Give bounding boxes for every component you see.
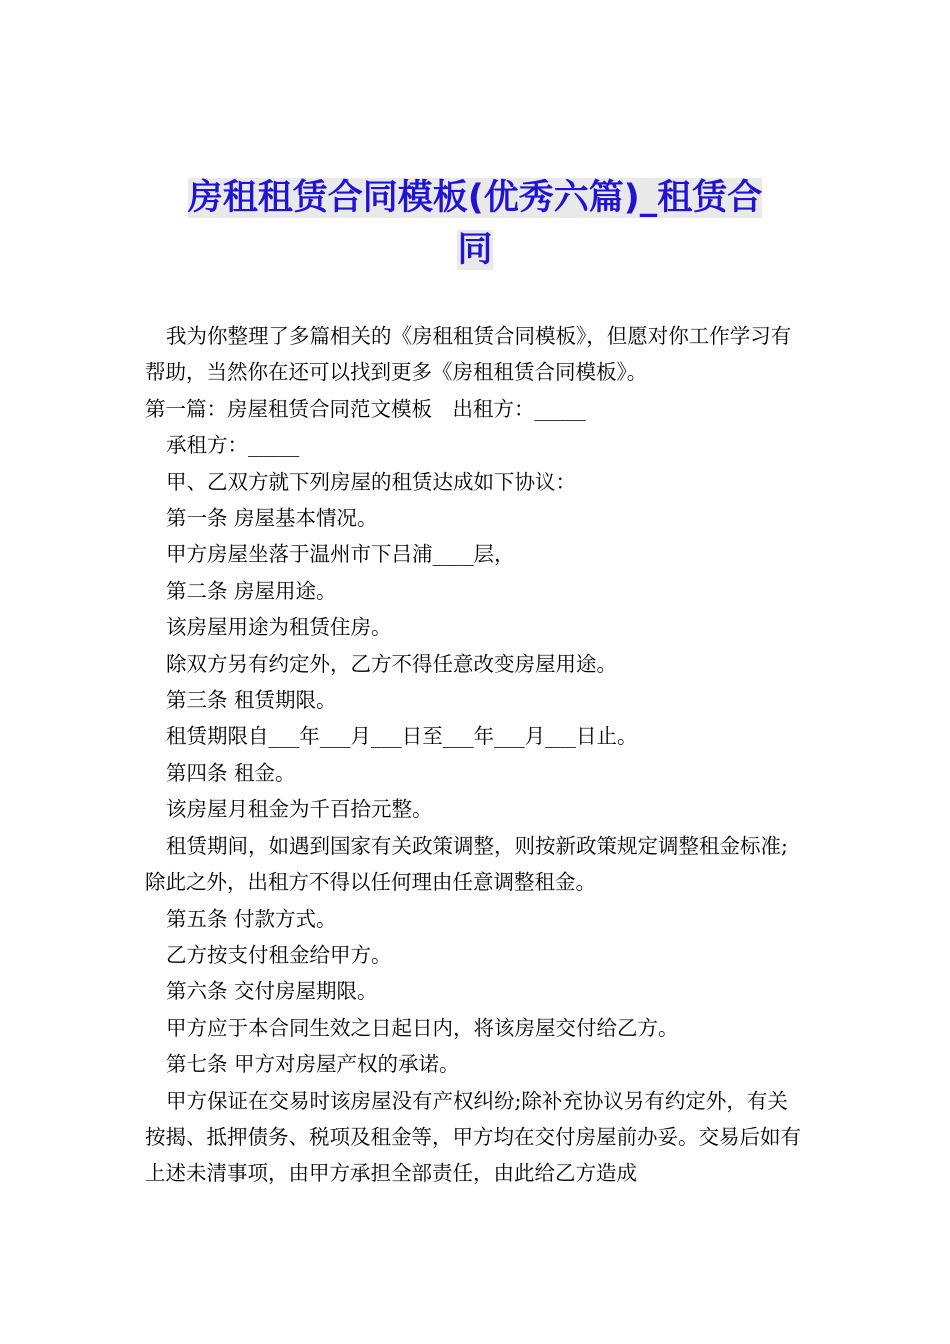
document-body [145,318,807,1192]
article-1-heading: 第一条 房屋基本情况。 [166,506,378,531]
article-4-heading: 第四条 租金。 [166,760,296,785]
document-title [145,172,805,276]
agreement-intro: 甲、乙双方就下列房屋的租赁达成如下协议： [166,469,576,494]
article-1-text: 甲方房屋坐落于温州市下吕浦____层， [166,542,515,567]
article-7-text: 甲方保证在交易时该房屋没有产权纠纷;除补充协议另有约定外，有关按揭、抵押债务、税项及租金等，甲方均在交付房屋前办妥。交易后如有上述未清事项，由甲方承担全部责任，由此给乙方造成 [145,1088,801,1186]
article-3-heading: 第三条 租赁期限。 [166,688,337,713]
article-6-text: 甲方应于本合同生效之日起日内，将该房屋交付给乙方。 [166,1015,679,1040]
article-2-text: 该房屋用途为租赁住房。 [166,615,392,640]
title-line-1: 房租租赁合同模板(优秀六篇)_租赁合 [187,178,763,218]
article-4-text: 该房屋月租金为千百拾元整。 [166,797,433,822]
article-3-text: 租赁期限自___年___月___日至___年___月___日止。 [166,724,638,749]
article-4-text-2: 租赁期间，如遇到国家有关政策调整，则按新政策规定调整租金标准;除此之外，出租方不得以任何理由任意调整租金。 [145,833,788,895]
article-2-heading: 第二条 房屋用途。 [166,578,337,603]
lessee-line: 承租方：_____ [166,433,300,458]
article-7-heading: 第七条 甲方对房屋产权的承诺。 [166,1052,460,1077]
article-6-heading: 第六条 交付房屋期限。 [166,979,378,1004]
article-5-heading: 第五条 付款方式。 [166,906,337,931]
intro-paragraph: 我为你整理了多篇相关的《房租租赁合同模板》，但愿对你工作学习有帮助，当然你在还可以找到更多《房租租赁合同模板》。 [145,324,792,385]
section-heading-first: 第一篇：房屋租赁合同范文模板 出租方：_____ [145,396,586,421]
title-line-2: 同 [457,230,493,270]
article-5-text: 乙方按支付租金给甲方。 [166,942,392,967]
article-2-text-2: 除双方另有约定外，乙方不得任意改变房屋用途。 [166,651,617,676]
